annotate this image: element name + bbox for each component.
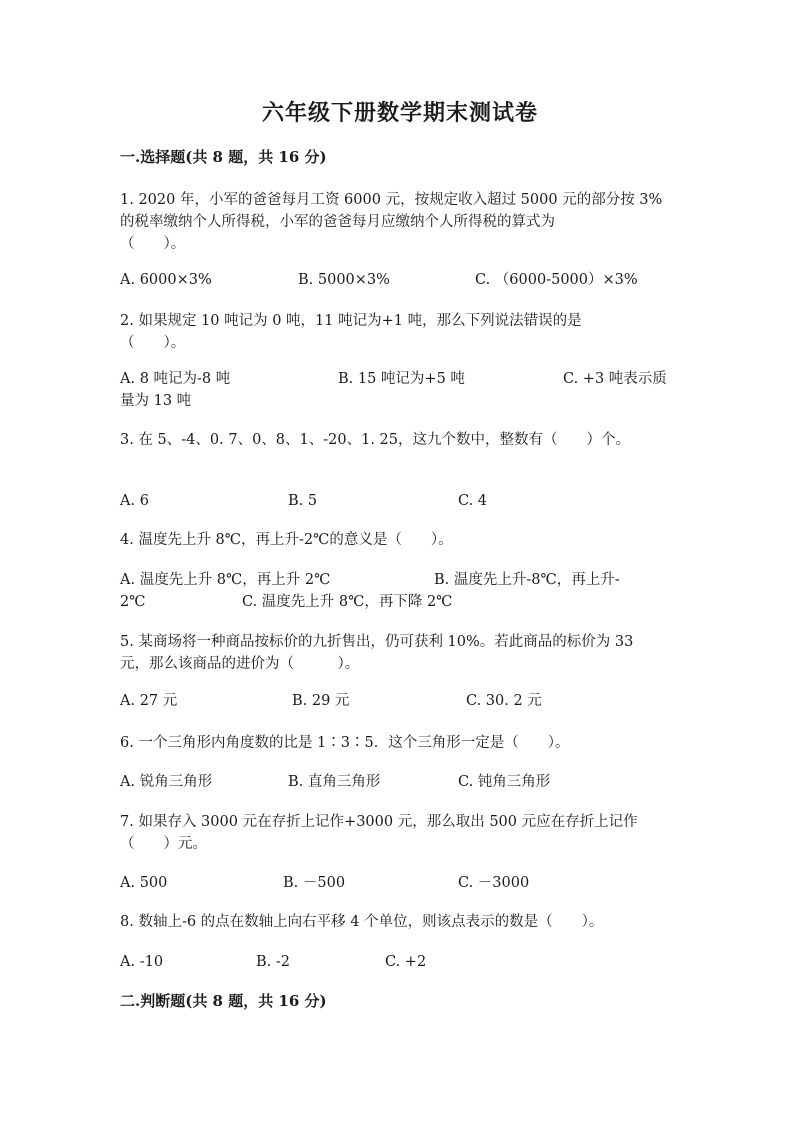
question-5-text: 元，那么该商品的进价为（ ）。 — [120, 656, 360, 672]
question-7-blank: （ ）元。 — [120, 836, 207, 852]
question-6-text: 6. 一个三角形内角度数的比是 1∶3∶5．这个三角形一定是（ ）。 — [120, 735, 570, 751]
question-1-option-a: A. 6000×3% — [120, 272, 212, 288]
question-8-option-b: B. -2 — [256, 954, 290, 970]
question-5-option-a: A. 27 元 — [120, 693, 178, 709]
question-4-option-c: C. 温度先上升 8℃，再下降 2℃ — [242, 594, 453, 610]
question-4-option-a: A. 温度先上升 8℃，再上升 2℃ — [120, 572, 331, 588]
question-1-text: 1. 2020 年，小军的爸爸每月工资 6000 元，按规定收入超过 5000 元的部分按 3% — [120, 192, 663, 208]
question-1-option-c: C. （6000-5000）×3% — [475, 272, 638, 288]
question-2-option-b: B. 15 吨记为+5 吨 — [338, 371, 465, 387]
question-4-option-b: B. 温度先上升-8℃，再上升- — [434, 572, 620, 588]
question-5-text: 5. 某商场将一种商品按标价的九折售出，仍可获利 10%。若此商品的标价为 33 — [120, 634, 634, 650]
question-5-option-b: B. 29 元 — [292, 693, 350, 709]
question-6-option-b: B. 直角三角形 — [288, 774, 381, 790]
question-1-text: 的税率缴纳个人所得税，小军的爸爸每月应缴纳个人所得税的算式为 — [120, 214, 555, 230]
question-7-option-b: B. －500 — [283, 875, 346, 891]
section-heading-judgement: 二.判断题(共 8 题，共 16 分) — [120, 992, 327, 1010]
question-3-option-c: C. 4 — [458, 493, 488, 509]
question-6-option-c: C. 钝角三角形 — [458, 774, 551, 790]
question-5-option-c: C. 30. 2 元 — [466, 693, 542, 709]
question-2-option-c-cont: 量为 13 吨 — [120, 393, 192, 409]
question-1-blank: （ ）。 — [120, 236, 186, 252]
question-8-option-a: A. -10 — [120, 954, 164, 970]
question-2-option-a: A. 8 吨记为-8 吨 — [120, 371, 231, 387]
question-2-blank: （ ）。 — [120, 335, 186, 351]
question-7-option-c: C. －3000 — [458, 875, 530, 891]
question-8-text: 8. 数轴上-6 的点在数轴上向右平移 4 个单位，则该点表示的数是（ ）。 — [120, 914, 604, 930]
question-8-option-c: C. +2 — [385, 954, 427, 970]
question-3-text: 3. 在 5、-4、0. 7、0、8、1、-20、1. 25，这九个数中，整数有（ ）个。 — [120, 432, 630, 448]
question-3-option-a: A. 6 — [120, 493, 149, 509]
question-2-option-c: C. +3 吨表示质 — [563, 371, 667, 387]
question-3-option-b: B. 5 — [288, 493, 318, 509]
question-7-option-a: A. 500 — [120, 875, 168, 891]
question-7-text: 7. 如果存入 3000 元在存折上记作+3000 元，那么取出 500 元应在存折上记作 — [120, 814, 638, 830]
section-heading-choice: 一.选择题(共 8 题，共 16 分) — [120, 148, 327, 166]
question-1-option-b: B. 5000×3% — [298, 272, 390, 288]
page-title: 六年级下册数学期末测试卷 — [261, 100, 538, 126]
question-4-text: 4. 温度先上升 8℃，再上升-2℃的意义是（ ）。 — [120, 532, 453, 548]
question-4-option-b-cont: 2℃ — [120, 594, 146, 610]
question-6-option-a: A. 锐角三角形 — [120, 774, 213, 790]
question-2-text: 2. 如果规定 10 吨记为 0 吨，11 吨记为+1 吨，那么下列说法错误的是 — [120, 313, 582, 329]
